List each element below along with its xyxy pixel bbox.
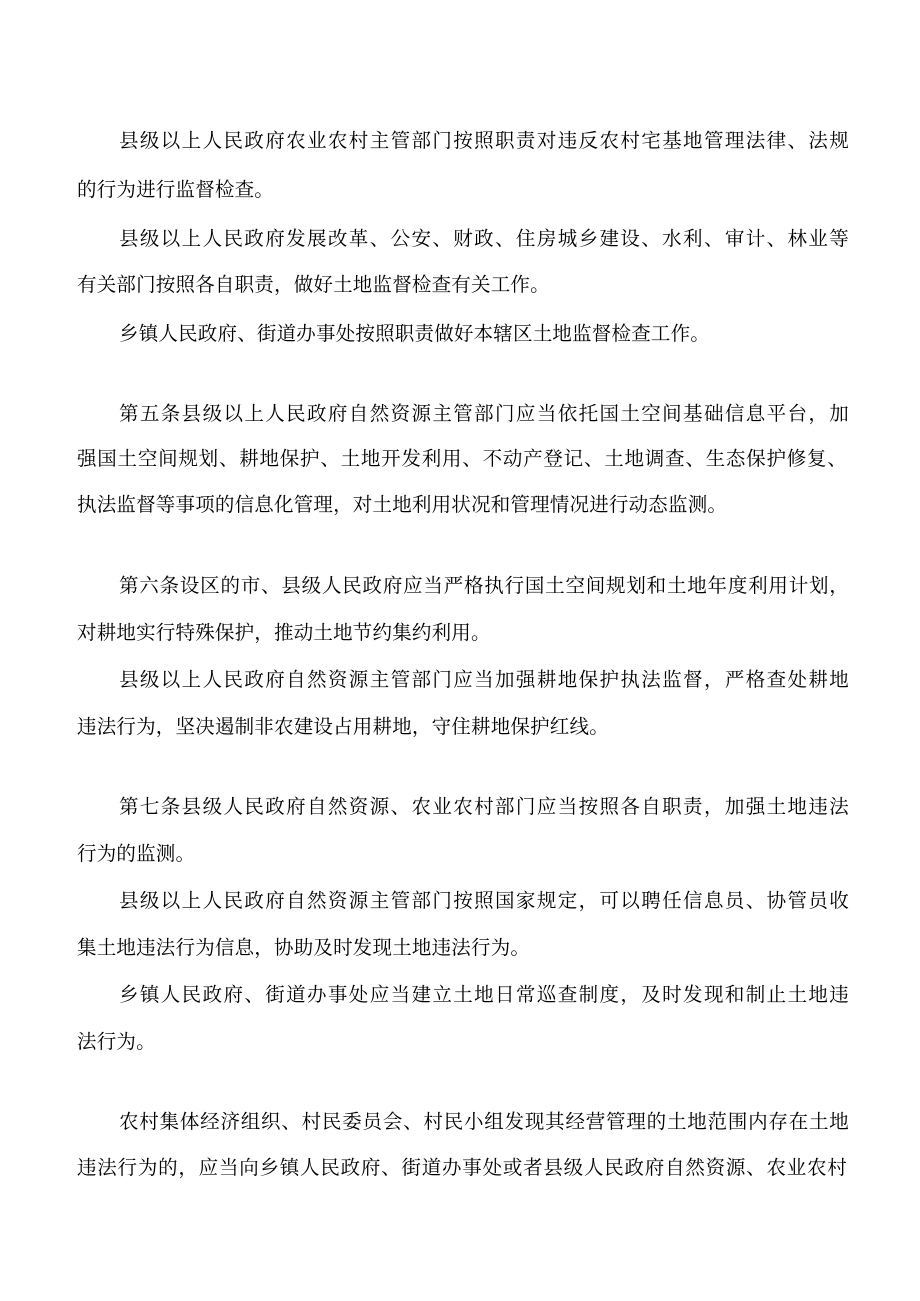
paragraph-9-line-2: 法行为。	[77, 1030, 156, 1053]
paragraph-7-line-2: 行为的监测。	[77, 842, 196, 865]
paragraph-5-line-1: 第六条设区的市、县级人民政府应当严格执行国土空间规划和土地年度利用计划，	[119, 574, 849, 597]
paragraph-4-line-2: 强国土空间规划、耕地保护、土地开发利用、不动产登记、土地调查、生态保护修复、	[77, 447, 847, 470]
paragraph-6-line-2: 违法行为，坚决遏制非农建设占用耕地，守住耕地保护红线。	[77, 715, 609, 738]
paragraph-6-line-1: 县级以上人民政府自然资源主管部门应当加强耕地保护执法监督，严格查处耕地	[119, 668, 849, 691]
paragraph-10-line-1: 农村集体经济组织、村民委员会、村民小组发现其经营管理的土地范围内存在土地	[119, 1110, 849, 1133]
paragraph-3-line-1: 乡镇人民政府、街道办事处按照职责做好本辖区土地监督检查工作。	[119, 322, 711, 345]
paragraph-8-line-2: 集土地违法行为信息，协助及时发现土地违法行为。	[77, 936, 531, 959]
paragraph-8-line-1: 县级以上人民政府自然资源主管部门按照国家规定，可以聘任信息员、协管员收	[119, 889, 849, 912]
paragraph-1-line-2: 的行为进行监督检查。	[77, 178, 275, 201]
paragraph-4-line-1: 第五条县级以上人民政府自然资源主管部门应当依托国土空间基础信息平台，加	[119, 402, 849, 425]
paragraph-2-line-2: 有关部门按照各自职责，做好土地监督检查有关工作。	[77, 273, 550, 296]
paragraph-1-line-1: 县级以上人民政府农业农村主管部门按照职责对违反农村宅基地管理法律、法规	[119, 129, 849, 152]
paragraph-2-line-1: 县级以上人民政府发展改革、公安、财政、住房城乡建设、水利、审计、林业等	[119, 227, 849, 250]
paragraph-7-line-1: 第七条县级人民政府自然资源、农业农村部门应当按照各自职责，加强土地违法	[119, 795, 849, 818]
paragraph-9-line-1: 乡镇人民政府、街道办事处应当建立土地日常巡查制度，及时发现和制止土地违	[119, 983, 849, 1006]
paragraph-5-line-2: 对耕地实行特殊保护，推动土地节约集约利用。	[77, 621, 491, 644]
paragraph-4-line-3: 执法监督等事项的信息化管理，对土地利用状况和管理情况进行动态监测。	[77, 493, 728, 516]
paragraph-10-line-2: 违法行为的，应当向乡镇人民政府、街道办事处或者县级人民政府自然资源、农业农村	[77, 1156, 847, 1179]
